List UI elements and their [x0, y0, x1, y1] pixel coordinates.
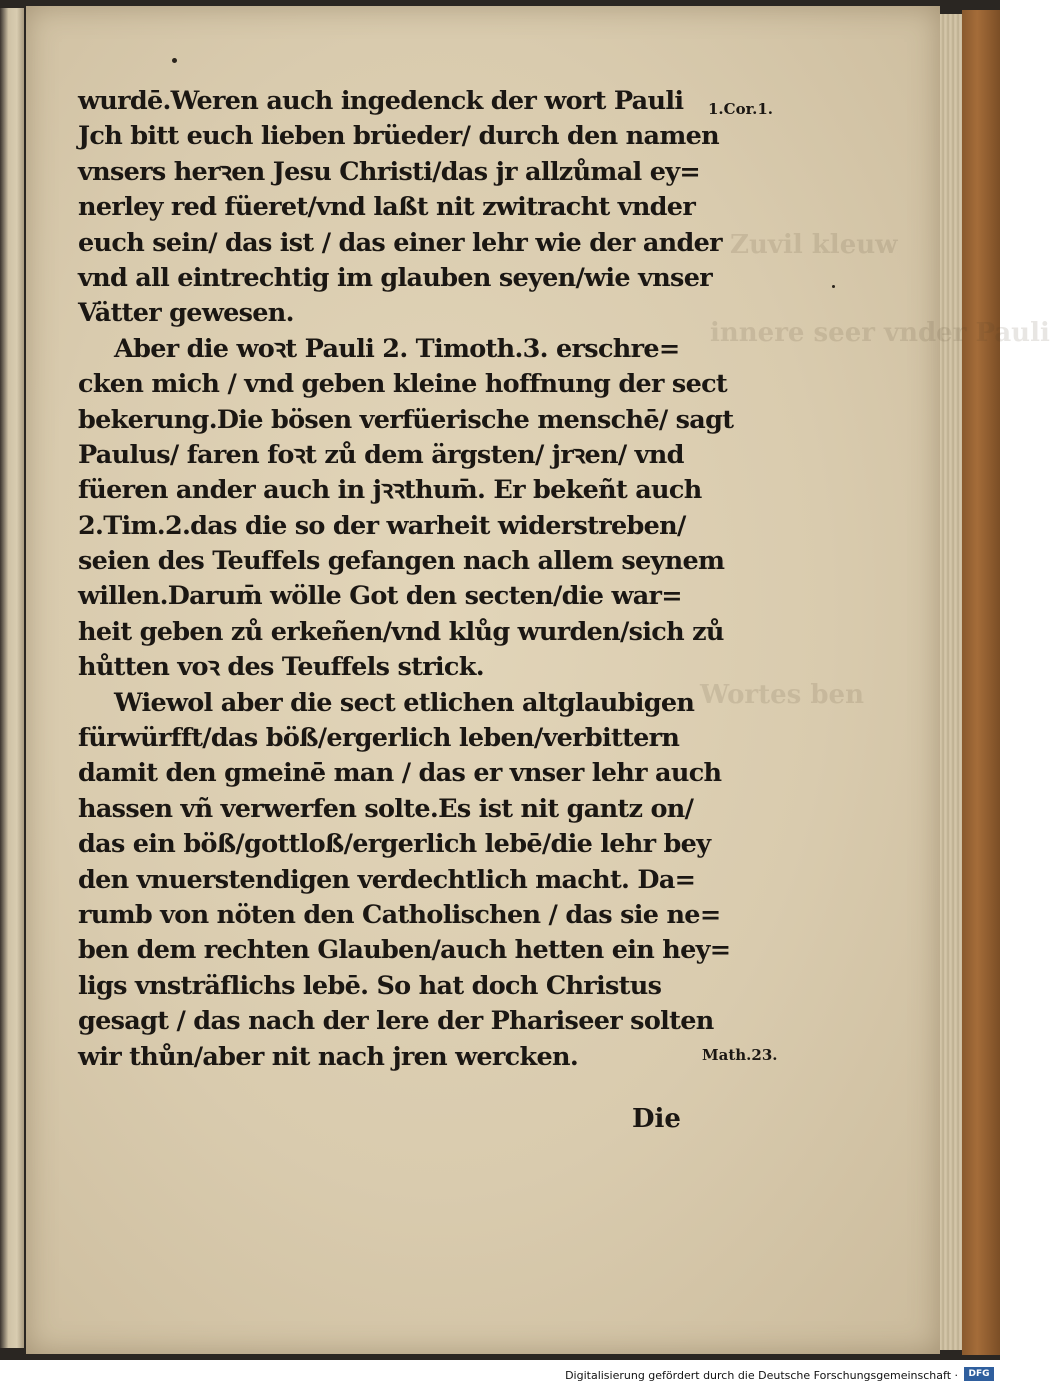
catchword: Die — [632, 1104, 681, 1134]
text-line: nerley red füeret/vnd laßt nit zwitracht vnder — [78, 192, 696, 223]
binding-board — [962, 10, 1000, 1355]
text-line: wurdē.Weren auch ingedenck der wort Pauli — [78, 86, 684, 116]
text-line: damit den gmeinē man / das er vnser lehr auch — [78, 758, 722, 789]
text-line: wir thůn/aber nit nach jren wercken. — [78, 1041, 578, 1072]
page-edges — [940, 14, 962, 1350]
text-line: das ein böß/gottloß/ergerlich lebē/die lehr bey — [78, 829, 711, 860]
text-line: vnd all eintrechtig im glauben seyen/wie vnser — [78, 262, 712, 293]
bleed-through-text: innere seer vnder Pauli — [710, 318, 1050, 348]
dfg-logo: DFG — [964, 1367, 994, 1381]
text-line: euch sein/ das ist / das einer lehr wie der ander — [78, 227, 722, 258]
text-line: 2.Tim.2.das die so der warheit widerstreben/ — [78, 510, 686, 541]
text-line: bekerung.Die bösen verfüerische menschē/ sagt — [78, 404, 734, 435]
text-line: willen.Darum̄ wölle Got den secten/die war= — [78, 581, 682, 612]
bleed-through-text: Zuvil kleuw — [730, 230, 898, 260]
text-line: Jch bitt euch lieben brüeder/ durch den namen — [78, 121, 719, 152]
previous-page-edge — [0, 8, 24, 1348]
text-line: Paulus/ faren foꝛt zů dem ärgsten/ jrꝛen/ vnd — [78, 439, 684, 470]
text-line: hassen vñ verwerfen solte.Es ist nit gantz on/ — [78, 793, 694, 824]
text-line: rumb von nöten den Catholischen / das sie ne= — [78, 899, 721, 930]
text-line: hůtten voꝛ des Teuffels strick. — [78, 652, 484, 683]
text-line: gesagt / das nach der lere der Phariseer solten — [78, 1006, 714, 1037]
text-line: fürwürfft/das böß/ergerlich leben/verbittern — [78, 723, 680, 754]
text-line: Aber die woꝛt Pauli 2. Timoth.3. erschre= — [114, 333, 680, 364]
ink-spot — [832, 285, 835, 288]
text-line: den vnuerstendigen verdechtlich macht. Da= — [78, 864, 696, 895]
text-line: heit geben zů erkeñen/vnd klůg wurden/sich zů — [78, 616, 724, 647]
text-line: vnsers herꝛen Jesu Christi/das jr allzůmal ey= — [78, 156, 701, 187]
marginal-note: Math.23. — [702, 1046, 778, 1064]
bleed-through-text: Wortes ben — [700, 680, 864, 710]
body-text — [78, 84, 734, 1075]
text-line: Vätter gewesen. — [78, 298, 294, 329]
text-line: cken mich / vnd geben kleine hoffnung der sect — [78, 369, 728, 400]
digitization-credit: Digitalisierung gefördert durch die Deutsche Forschungsgemeinschaft · — [565, 1369, 958, 1382]
text-line: ben dem rechten Glauben/auch hetten ein hey= — [78, 935, 731, 966]
text-line: Wiewol aber die sect etlichen altglaubigen — [114, 687, 695, 718]
ink-spot — [172, 58, 177, 63]
text-line: ligs vnsträflichs lebē. So hat doch Christus — [78, 970, 662, 1001]
marginal-note: 1.Cor.1. — [708, 100, 774, 118]
text-line: seien des Teuffels gefangen nach allem seynem — [78, 546, 725, 577]
text-line: füeren ander auch in jꝛꝛthum̄. Er bekeñt auch — [78, 475, 702, 506]
